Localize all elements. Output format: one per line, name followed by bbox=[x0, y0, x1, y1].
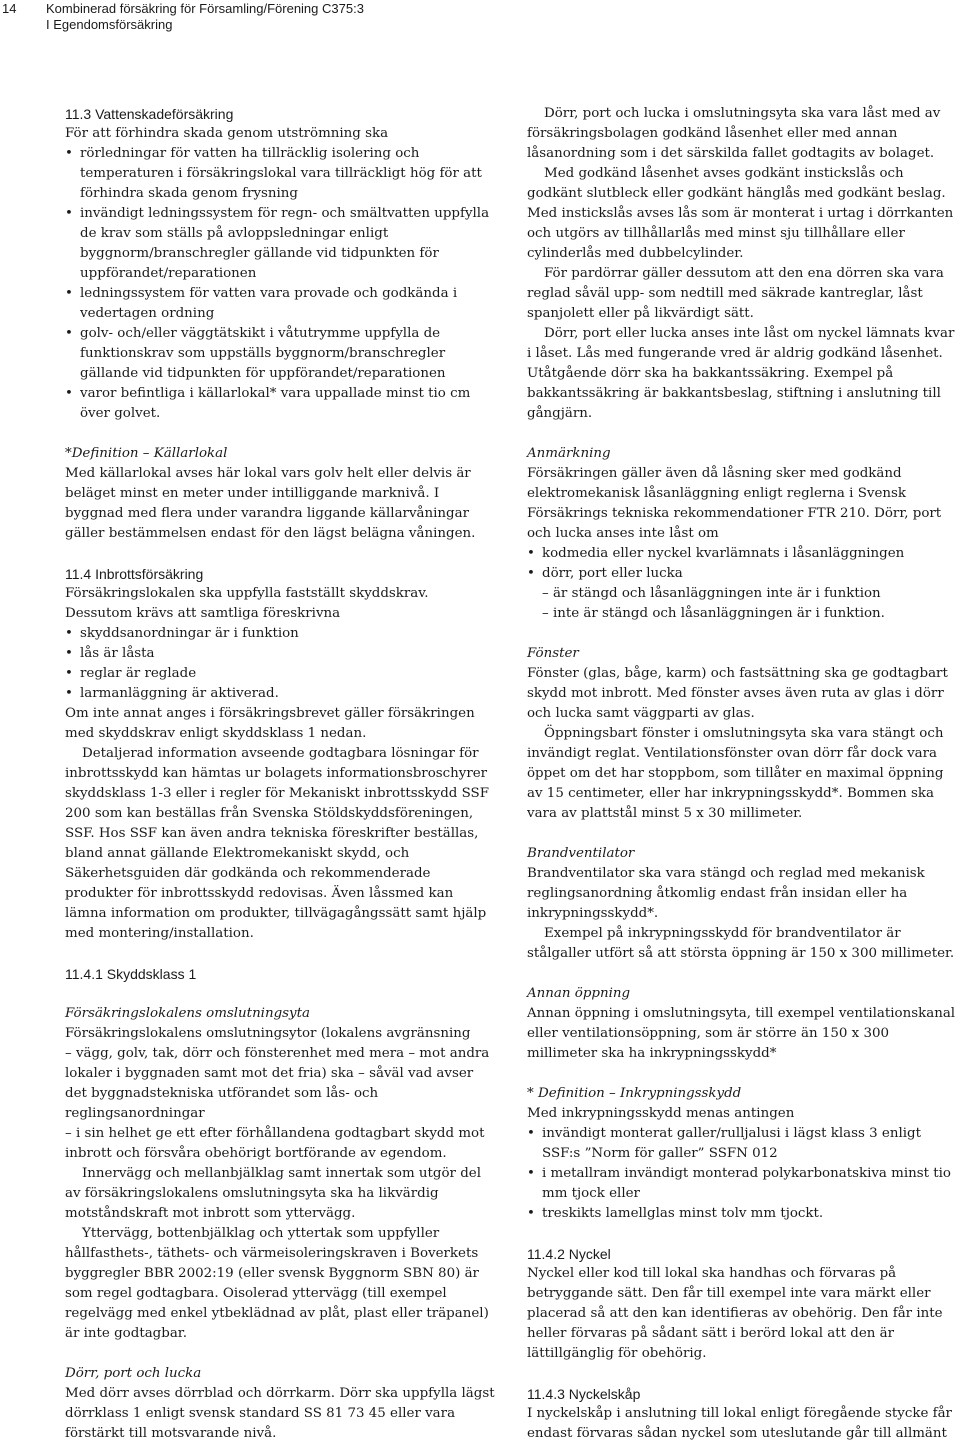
paragraph: Dörr, port och lucka i omslutningsyta ska vara låst med av försäkringsbolagen godkänd låsenhet eller med annan låsanordning som i det särskilda fallet godtagits av bolaget. bbox=[527, 106, 941, 161]
paragraph: – vägg, golv, tak, dörr och fönsterenhet med mera – mot andra lokaler i byggnaden samt mot det fria) ska – såväl vad avser det byggnadstekniska utförandet som lås- och reglingsanordningar bbox=[65, 1046, 490, 1121]
paragraph: Med inkrypningsskydd menas antingen bbox=[527, 1106, 795, 1121]
bullet-list bbox=[65, 144, 495, 424]
paragraph: Exempel på inkrypningsskydd för brandventilator är stålgaller utfört så att största öppning är 150 x 300 millimeter. bbox=[527, 926, 955, 961]
list-item: • larmanläggning är aktiverad. bbox=[65, 684, 495, 704]
heading-11-4-2: 11.4.2 Nyckel bbox=[527, 1246, 611, 1262]
page-header bbox=[0, 0, 960, 44]
list-item: • treskikts lamellglas minst tolv mm tjockt. bbox=[527, 1204, 960, 1224]
definition-title: * Definition – Inkrypningsskydd bbox=[527, 1086, 742, 1101]
subheading: Försäkringslokalens omslutningsyta bbox=[65, 1006, 310, 1021]
paragraph: Brandventilator ska vara stängd och reglad med mekanisk reglingsanordning åtkomlig endast från insidan eller ha inkrypningsskydd*. bbox=[527, 866, 925, 921]
heading-11-4: 11.4 Inbrottsförsäkring bbox=[65, 566, 204, 582]
paragraph: Om inte annat anges i försäkringsbrevet gäller försäkringen med skyddskrav enligt skyddsklass 1 nedan. bbox=[65, 706, 475, 741]
heading-11-4-1: 11.4.1 Skyddsklass 1 bbox=[65, 966, 197, 982]
paragraph: Fönster (glas, båge, karm) och fastsättning ska ge godtagbart skydd mot inbrott. Med fönster avses även ruta av glas i dörr och lucka samt väggparti av glas. bbox=[527, 666, 948, 721]
subheading: Annan öppning bbox=[527, 986, 631, 1001]
paragraph: Yttervägg, bottenbjälklag och yttertak som uppfyller hållfasthets-, täthets- och värmeisoleringskraven i Boverkets byggregler BBR 2002:19 (eller svensk Byggnorm SBN 80) är som regel godtagbara. Oisolerad yttervägg (till exempel regelvägg med enkel ytbeklädnad av plåt, plast eller träpanel) är inte godtagbar. bbox=[65, 1226, 489, 1341]
paragraph: Innervägg och mellanbjälklag samt innertak som utgör del av försäkringslokalens omslutningsyta ska ha likvärdig motståndskraft mot inbrott som yttervägg. bbox=[65, 1166, 481, 1221]
dash-item: – är stängd och låsanläggningen inte är i funktion bbox=[542, 586, 881, 601]
paragraph: Försäkringslokalen ska uppfylla fastställt skyddskrav. Dessutom krävs att samtliga föreskrivna bbox=[65, 586, 429, 621]
header-title-line2: I Egendomsförsäkring bbox=[46, 16, 173, 32]
paragraph: Annan öppning i omslutningsyta, till exempel ventilationskanal eller ventilationsöppning, som är större än 150 x 300 millimeter ska ha inkrypningsskydd* bbox=[527, 1006, 956, 1061]
subheading: Fönster bbox=[527, 646, 579, 661]
bullet-list bbox=[65, 624, 495, 704]
list-item: • lås är låsta bbox=[65, 644, 495, 664]
bullet-list bbox=[527, 1124, 960, 1224]
list-item: • invändigt ledningssystem för regn- och smältvatten uppfylla de krav som ställs på avloppsledningar enligt byggnorm/branschregler gällande vid tidpunkten för uppförandet/reparationen bbox=[65, 204, 495, 284]
list-item: • varor befintliga i källarlokal* vara uppallade minst tio cm över golvet. bbox=[65, 384, 495, 424]
list-item: • reglar är reglade bbox=[65, 664, 495, 684]
list-item: • skyddsanordningar är i funktion bbox=[65, 624, 495, 644]
heading-11-4-3: 11.4.3 Nyckelskåp bbox=[527, 1386, 641, 1402]
paragraph: Försäkringen gäller även då låsning sker med godkänd elektromekanisk låsanläggning enligt reglerna i Svensk Försäkrings tekniska rekommendationer FTR 210. Dörr, port och lucka anses inte låst om bbox=[527, 466, 942, 541]
paragraph: Med godkänd låsenhet avses godkänt instickslås och godkänt slutbleck eller godkänt hänglås med godkänt beslag. Med instickslås avses lås som är monterat i urtag i dörrkanten och utgörs av tillhållarlås med minst sju tillhållare eller cylinderlås med dubbelcylinder. bbox=[527, 166, 954, 261]
list-item: • i metallram invändigt monterad polykarbonatskiva minst tio mm tjock eller bbox=[527, 1164, 960, 1204]
bullet-list bbox=[527, 544, 960, 584]
dash-item: – inte är stängd och låsanläggningen är i funktion. bbox=[542, 606, 885, 621]
paragraph: Med källarlokal avses här lokal vars golv helt eller delvis är beläget minst en meter under intilliggande marknivå. I byggnad med flera under varandra liggande källarvåningar gäller bestämmelsen endast för den lägst belägna våningen. bbox=[65, 466, 476, 541]
list-item: • golv- och/eller väggtätskikt i våtutrymme uppfylla de funktionskrav som uppställs byggnorm/branschregler gällande vid tidpunkten för uppförandet/reparationen bbox=[65, 324, 495, 384]
subheading: Anmärkning bbox=[527, 446, 611, 461]
subheading: Dörr, port och lucka bbox=[65, 1366, 202, 1381]
list-item: • ledningssystem för vatten vara provade och godkända i vedertagen ordning bbox=[65, 284, 495, 324]
list-item: • dörr, port eller lucka bbox=[527, 564, 960, 584]
paragraph: För att förhindra skada genom utströmning ska bbox=[65, 126, 389, 141]
left-column bbox=[65, 104, 495, 1444]
paragraph: Detaljerad information avseende godtagbara lösningar för inbrottsskydd kan hämtas ur bolagets informationsbroschyrer skyddsklass 1-3 eller i regler för Mekaniskt inbrottsskydd SSF 200 som kan beställas från Svenska Stöldskyddsföreningen, SSF. Hos SSF kan även andra tekniska föreskrifter beställas, bland annat gällande Elektromekaniskt skydd, och Säkerhetsguiden där godkända och rekommenderade produkter för inbrottsskydd redovisas. Även låssmed kan lämna information om produkter, tillvägagångssätt samt hjälp med montering/installation. bbox=[65, 746, 490, 941]
paragraph: Med dörr avses dörrblad och dörrkarm. Dörr ska uppfylla lägst dörrklass 1 enligt svensk standard SS 81 73 45 eller vara förstärkt till motsvarande nivå. bbox=[65, 1386, 495, 1441]
paragraph: Öppningsbart fönster i omslutningsyta ska vara stängt och invändigt reglat. Ventilationsfönster ovan dörr får dock vara öppet om det har stoppbom, som tillåter en maximal öppning av 15 centimeter, eller har inkrypningsskydd*. Bommen ska vara av plattstål minst 5 x 30 millimeter. bbox=[527, 726, 944, 821]
list-item: • kodmedia eller nyckel kvarlämnats i låsanläggningen bbox=[527, 544, 960, 564]
right-column bbox=[527, 104, 960, 1444]
list-item: • invändigt monterat galler/rulljalusi i lägst klass 3 enligt SSF:s ”Norm för galler” SSFN 012 bbox=[527, 1124, 960, 1164]
list-item: • rörledningar för vatten ha tillräcklig isolering och temperaturen i försäkringslokal vara tillräckligt hög för att förhindra skada genom frysning bbox=[65, 144, 495, 204]
paragraph: Försäkringslokalens omslutningsytor (lokalens avgränsning bbox=[65, 1026, 471, 1041]
paragraph: Dörr, port eller lucka anses inte låst om nyckel lämnats kvar i låset. Lås med fungerande vred är aldrig godkänd låsenhet. Utåtgående dörr ska ha bakkantssäkring. Exempel på bakkantssäkring är bakkantsbeslag, stiftning i anslutning till gångjärn. bbox=[527, 326, 955, 421]
header-title bbox=[46, 1, 364, 32]
header-title-line1: Kombinerad försäkring för Församling/Förening C375:3 bbox=[46, 1, 364, 16]
page-number: 14 bbox=[2, 1, 17, 16]
definition-title: *Definition – Källarlokal bbox=[65, 446, 228, 461]
subheading: Brandventilator bbox=[527, 846, 635, 861]
paragraph: Nyckel eller kod till lokal ska handhas och förvaras på betryggande sätt. Den får till exempel inte vara märkt eller placerad så att den kan identifieras av obehörig. Den får inte heller förvaras på sådant sätt i berörd lokal att den är lättillgänglig för obehörig. bbox=[527, 1266, 943, 1361]
heading-11-3: 11.3 Vattenskadeförsäkring bbox=[65, 106, 234, 122]
paragraph: I nyckelskåp i anslutning till lokal enligt föregående stycke får endast förvaras sådan nyckel som uteslutande går till allmänt bbox=[527, 1406, 952, 1441]
paragraph: För pardörrar gäller dessutom att den ena dörren ska vara reglad såväl upp- som nedtill med säkrade kantreglar, låst spanjolett eller på likvärdigt sätt. bbox=[527, 266, 944, 321]
paragraph: – i sin helhet ge ett efter förhållandena godtagbart skydd mot inbrott och försvåra obehörigt bortförande av egendom. bbox=[65, 1126, 485, 1161]
